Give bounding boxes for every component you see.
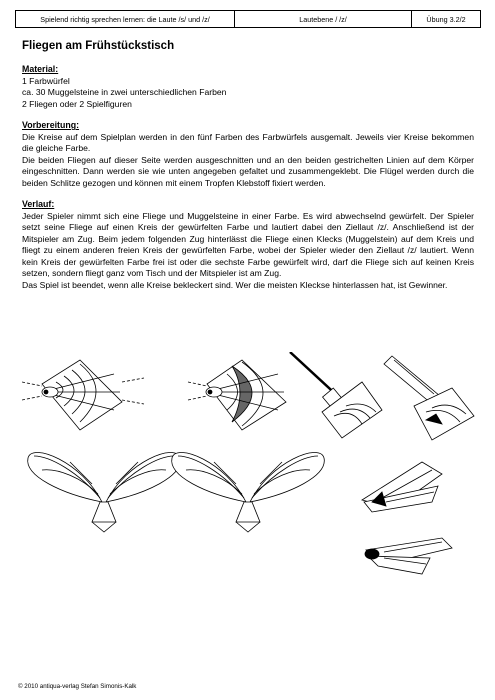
verlauf-heading: Verlauf:	[22, 199, 55, 209]
vorbereitung-section	[22, 120, 474, 189]
assembled-fly	[365, 538, 452, 574]
instructions	[22, 64, 474, 301]
fly-wings-template	[172, 452, 325, 532]
material-item: 2 Fliegen oder 2 Spielfiguren	[22, 98, 132, 109]
vorbereitung-heading: Vorbereitung:	[22, 120, 80, 130]
verlauf-section	[22, 199, 474, 291]
copyright-footer: © 2010 antiqua-verlag Stefan Simonis-Kalk	[18, 683, 137, 690]
material-section	[22, 64, 474, 110]
header-series-title: Spielend richtig sprechen lernen: die Laute /s/ und /z/	[16, 11, 235, 27]
header-exercise-number: Übung 3.2/2	[426, 14, 466, 24]
cutting-step-scissors	[290, 352, 382, 438]
page-header	[15, 10, 481, 28]
verlauf-paragraph: Jeder Spieler nimmt sich eine Fliege und Muggelsteine in einer Farbe. Es wird abwechselnd gewürfelt. Der Spieler setzt seine Fliege auf einen Kreis der gewürfelten Farbe und lautiert dabei den Ziellaut /z/. Anschließend ist der Mitspieler am Zug. Beim jedem folgenden Zug hinterlässt die Fliege einen Klecks (Muggelstein) auf dem Kreis und fliegt zu einem anderen freien Kreis der gewürfelten Farbe, wobei der Spieler wieder den Ziellaut /z/ lautiert. Wenn kein Kreis der gewürfelten Farbe frei ist oder die sechste Farbe gewürfelt wird, darf die Fliege sich auf keinen Kreis setzen, sondern fliegt ganz vom Tisch und der Mitspieler ist am Zug.	[22, 210, 474, 278]
vorbereitung-paragraph: Die beiden Fliegen auf dieser Seite werden ausgeschnitten und an den beiden gestrichelten Linien auf dem Körper eingeschnitten. Dann werden sie wie unten angegeben gefaltet und zusammengeklebt. Die Flügel werden durch die beiden Schlitze gezogen und können mit einem Tropfen Klebstoff fixiert werden.	[22, 154, 474, 188]
vorbereitung-paragraph: Die Kreise auf dem Spielplan werden in den fünf Farben des Farbwürfels ausgemalt. Jeweils vier Kreise bekommen die gleiche Farbe.	[22, 131, 474, 153]
fly-body-template-outline	[22, 360, 144, 430]
page-title: Fliegen am Frühstückstisch	[22, 40, 175, 52]
assembled-fly	[362, 462, 442, 512]
fly-assembly-illustrations	[22, 352, 482, 582]
material-item: ca. 30 Muggelsteine in zwei unterschiedlichen Farben	[22, 87, 227, 97]
material-item: 1 Farbwürfel	[22, 75, 70, 86]
verlauf-paragraph: Das Spiel ist beendet, wenn alle Kreise bekleckert sind. Wer die meisten Kleckse hinterlassen hat, ist Gewinner.	[22, 279, 448, 290]
header-topic: Lautebene / /z/	[235, 11, 412, 27]
material-heading: Material:	[22, 64, 59, 74]
fly-body-template-shaded	[188, 360, 286, 430]
fly-wings-template	[28, 452, 181, 532]
gluing-step-tube	[384, 356, 474, 440]
